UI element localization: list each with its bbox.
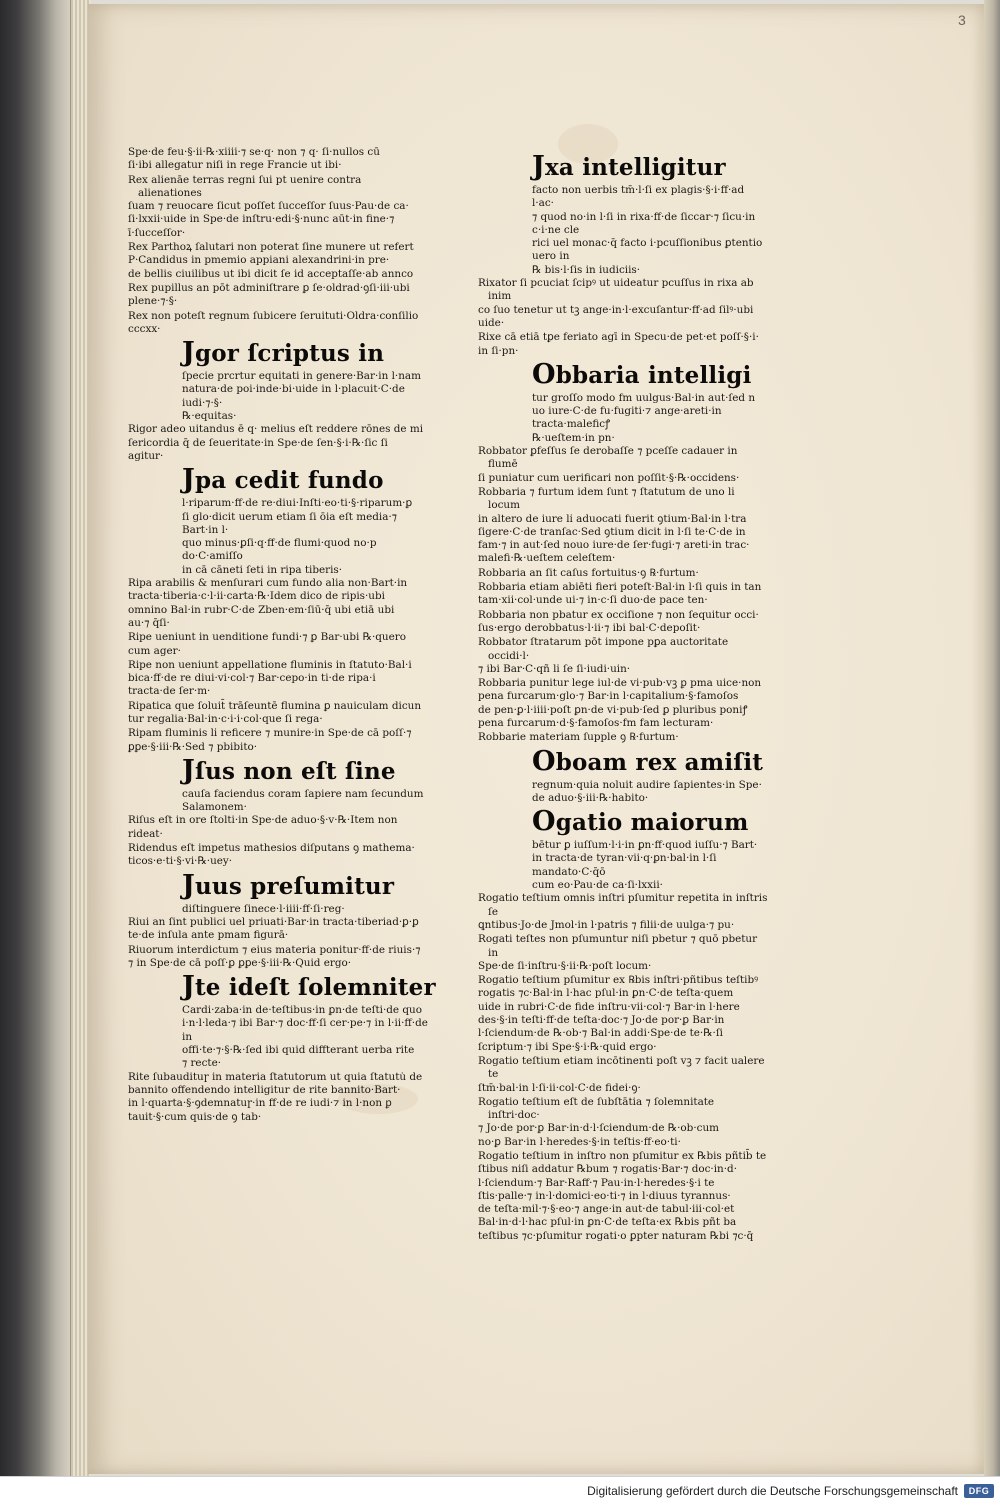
folio-number: 3 bbox=[958, 12, 966, 28]
footer-credit-text: Digitalisierung gefördert durch die Deutsche Forschungsgemeinschaft bbox=[587, 1484, 958, 1498]
text-line: Robbaria punitur lege iul·de vi·pub·vꝫ ꝑ pma uice·non bbox=[478, 677, 762, 690]
page-edge-right bbox=[984, 0, 1000, 1476]
text-entry bbox=[478, 1150, 768, 1243]
text-entry bbox=[478, 677, 768, 730]
text-line: ℞·equitas· bbox=[182, 410, 237, 423]
text-line: ꝑꝑe·§·iii·℞·Sed ⁊ pbibito· bbox=[128, 740, 258, 753]
text-line: fam·⁊ in aut·ſed nouo iure·de ſer·fugi·⁊ areti·in trac· bbox=[478, 539, 750, 552]
text-line: Robbaria etiam abiēti fieri poteſt·Bal·in l·ſi quis in tan bbox=[478, 581, 762, 594]
right-text-column bbox=[478, 150, 768, 1244]
heading-text: uus preſumitur bbox=[194, 872, 395, 900]
text-line: facto non uerbis tm̄·l·ſi ex plagis·§·i·ff·ad l·ac· bbox=[532, 184, 745, 210]
left-text-column bbox=[128, 146, 436, 1125]
dfg-logo-icon: DFG bbox=[964, 1484, 994, 1498]
text-line: Rogati teſtes non pſumuntur niſi pbetur ⁊ quō pbetur in bbox=[478, 933, 758, 959]
text-line: co ſuo tenetur ut tꝫ ange·in·l·excuſantur·ff·ad ſilꝰ·ubi bbox=[478, 303, 754, 316]
text-line: malefi·℞·ueſtem celeſtem· bbox=[478, 552, 616, 565]
text-line: uide in rubri·C·de fide inſtru·vii·col·⁊ Bar·in l·here bbox=[478, 1000, 740, 1013]
text-line: l·ſciendum·de ℞·ob·⁊ Bal·in addi·Spe·de te·℞·ſi bbox=[478, 1027, 723, 1040]
text-line: ⁊ recte· bbox=[182, 1057, 222, 1070]
text-entry bbox=[128, 659, 428, 699]
text-line: tauit·§·cum quis·de ꝯ tab· bbox=[128, 1110, 262, 1123]
text-line: cccxx· bbox=[128, 322, 161, 335]
heading-initial: J bbox=[182, 464, 195, 496]
text-entry bbox=[478, 445, 768, 485]
text-line: in ſi·pn· bbox=[478, 344, 519, 357]
text-line: Ripa arabilis & menſurari cum fundo alia non·Bart·in bbox=[128, 577, 408, 590]
text-line: ſi·ibi allegatur niſi in rege Francie ut ibi· bbox=[128, 159, 342, 172]
text-line: teſtibus ⁊c·pſumitur rogati·o ꝑpter naturam ℞bi ⁊c·q̄ bbox=[478, 1229, 754, 1242]
heading-continuation bbox=[532, 392, 768, 445]
heading-continuation bbox=[182, 788, 428, 815]
entry-heading bbox=[182, 754, 428, 786]
entry-heading bbox=[532, 808, 768, 837]
text-line: Robbator ꝑfeſſus ſe derobaſſe ⁊ pceſſe cadauer in flumē bbox=[478, 445, 738, 471]
text-line: l·riparum·ff·de re·diui·Inſti·eo·ti·§·riparum·ꝑ bbox=[182, 497, 413, 510]
text-entry bbox=[128, 577, 428, 630]
text-line: Riſus eſt in ore ſtolti·in Spe·de aduo·§·v·℞·Item non bbox=[128, 814, 398, 827]
text-line: rici uel monac·q̄ facto i·pcuſſionibus ꝑtentio uero in bbox=[532, 237, 763, 263]
text-entry bbox=[478, 974, 768, 1054]
text-line: ℞ bis·l·ſis in iudiciis· bbox=[532, 263, 641, 276]
text-line: Rex non poteſt regnum ſubicere ſeruituti·Oldra·conſilio bbox=[128, 309, 419, 322]
text-line: Rogatio teſtium in inſtro non pſumitur ex ℞bis pñtib̄ te bbox=[478, 1150, 767, 1162]
text-line: Ripatica que ſoluit̄ trāſeuntē flumina ꝑ nauiculam dicun bbox=[128, 699, 422, 712]
entry-heading bbox=[532, 358, 768, 390]
text-line: ſus·ergo derobbatus·l·ii·⁊ ibi bal·C·depoſit· bbox=[478, 621, 701, 634]
text-line: ſpecie prcrtur equitati in genere·Bar·in l·nam bbox=[182, 370, 421, 383]
text-line: Rogatio teſtium eſt de ſubſtātia ⁊ ſolemnitate inſtri·doc· bbox=[478, 1095, 715, 1122]
text-line: au·⁊ q̄ſi· bbox=[128, 616, 170, 629]
text-line: Rex pupillus an pōt adminiſtrare ꝑ ſe·oldrad·ꝯſi·iii·ubi bbox=[128, 281, 410, 294]
text-line: tracta·de ſer·m· bbox=[128, 685, 211, 698]
entry-heading bbox=[532, 745, 768, 777]
text-line: de pen·ꝑ·l·iiii·poſt ꝑn·de vi·pub·ſed ꝑ pluribus poniꝭ bbox=[478, 703, 748, 716]
heading-continuation bbox=[532, 184, 768, 277]
text-line: ſericordia q̄ de ſeueritate·in Spe·de ſen·§·i·℞·ſic ſi bbox=[128, 436, 388, 449]
footer-bar bbox=[0, 1476, 1000, 1505]
text-line: quo minus·ꝑſi·q·ff·de flumi·quod no·p do·C·amiſſo bbox=[182, 537, 377, 563]
text-line: Salamonem· bbox=[182, 801, 247, 814]
text-line: plene·⁊·§· bbox=[128, 295, 178, 308]
heading-text: pa cedit fundo bbox=[194, 467, 384, 495]
text-line: Riui an ſint publici uel priuati·Bar·in tracta·tiberiad·ꝑ·ꝑ bbox=[128, 915, 419, 928]
text-line: tam·xii·col·unde ui·⁊ in·c·ſi duo·de pace ten· bbox=[478, 594, 708, 607]
heading-continuation bbox=[532, 839, 768, 892]
text-entry bbox=[478, 331, 768, 358]
text-entry bbox=[478, 731, 768, 744]
entry-heading bbox=[182, 466, 428, 495]
text-line: Rex Parthoꝝ ſalutari non poterat ſine munere ut refert bbox=[128, 241, 414, 254]
text-line: diſtinguere ſinece·l·iiii·ff·ſi·reg· bbox=[182, 902, 345, 915]
text-line: ſtm̄·bal·in l·ſi·ii·col·C·de fidei·ꝯ· bbox=[478, 1081, 641, 1094]
heading-initial: O bbox=[532, 806, 556, 838]
text-line: pena furcarum·d·§·famoſos·fm fam lecturam· bbox=[478, 716, 714, 729]
text-entry bbox=[128, 700, 428, 727]
text-entry bbox=[128, 241, 428, 281]
text-line: Rex alienāe terras regni ſui pt uenire contra alienationes bbox=[128, 173, 362, 199]
heading-continuation bbox=[182, 370, 428, 423]
heading-continuation bbox=[182, 497, 428, 577]
text-line: in tracta·de tyran·vii·q·ꝑn·bal·in l·ſi mandato·C·q̄ō bbox=[532, 852, 717, 878]
text-entry bbox=[128, 146, 428, 173]
heading-initial: J bbox=[182, 971, 195, 1003]
text-line: P·Candidus in pmemio appiani alexandrini·in pre· bbox=[128, 254, 390, 267]
text-line: Rixe cā etiā tꝑe feriato agī in Specu·de pet·et poſſ·§·i· bbox=[478, 331, 759, 344]
text-entry bbox=[478, 1096, 768, 1149]
text-line: ſi puniatur cum uerificari non poſſit·§·℞·occidens· bbox=[478, 471, 740, 484]
text-entry bbox=[478, 636, 768, 676]
heading-text: bbaria intelligi bbox=[555, 361, 752, 389]
text-line: Robbarie materiam ſupple ꝯ ℞·furtum· bbox=[478, 731, 679, 744]
text-line: Robbaria non pbatur ex occiſione ⁊ non ſequitur occi· bbox=[478, 608, 759, 621]
text-line: Rogatio teſtium pſumitur ex ℞bis inſtri·pñtibus teſtibꝰ bbox=[478, 974, 759, 987]
text-line: Rite ſubaudituɼ in materia ſtatutorum ut quia ſtatutu̇ de bbox=[128, 1070, 423, 1083]
text-line: Robbaria ⁊ furtum idem ſunt ⁊ ſtatutum de uno li̇ locum bbox=[478, 485, 735, 512]
heading-text: xa intelligitur bbox=[544, 154, 726, 181]
text-line: Riuorum interdictum ⁊ eius materia ponitur·ff·de riuis·⁊ bbox=[128, 943, 421, 956]
text-line: l·ſciendum·⁊ Bar·Raff·⁊ Pau·in·l·heredes·§·i te bbox=[478, 1176, 715, 1189]
text-line: cum eo·Pau·de ca·ſi·lxxii· bbox=[532, 879, 663, 892]
text-entry bbox=[128, 727, 428, 754]
text-entry bbox=[478, 892, 768, 932]
text-line: offi·te·⁊·§·℞·ſed ibi quid diffterant uerba rite bbox=[182, 1044, 415, 1057]
text-line: ī·ſucceſſor· bbox=[128, 226, 186, 239]
text-line: cum ager· bbox=[128, 644, 181, 657]
text-line: Robbaria an ſit caſus fortuitus·ꝯ ℞·furtum· bbox=[478, 566, 699, 579]
text-entry bbox=[128, 174, 428, 240]
heading-text: gatio maiorum bbox=[555, 809, 749, 837]
heading-text: gor ſcriptus in bbox=[194, 340, 385, 368]
text-entry bbox=[128, 814, 428, 841]
heading-continuation bbox=[182, 903, 428, 916]
text-line: bannito offendendo intelligitur de rite bannito·Bart· bbox=[128, 1083, 401, 1096]
text-entry bbox=[478, 1055, 768, 1095]
text-entry bbox=[478, 933, 768, 973]
text-line: Cardi·zaba·in de·teſtibus·in ꝑn·de teſti·de quo bbox=[182, 1004, 422, 1017]
text-line: Rigor adeo uitandus ē q· melius eſt reddere rōnes de mi bbox=[128, 423, 424, 436]
text-line: regnum·quia noluit audire ſapientes·in Spe· bbox=[532, 778, 762, 791]
text-line: ⁊ quod no·in l·ſi in rixa·ff·de ſiccar·⁊ ſicu·in c·i·ne cle bbox=[532, 210, 756, 236]
text-line: ⁊ ibi Bar·C·qñ li̇ ſe ſi·iudi·uin· bbox=[478, 662, 631, 675]
text-line: rideat· bbox=[128, 827, 163, 840]
text-line: ℞·ueſtem·in pn· bbox=[532, 431, 615, 444]
heading-continuation bbox=[182, 1004, 428, 1070]
text-line: pena furcarum·glo·⁊ Bar·in l·capitalium·§·famoſos bbox=[478, 690, 739, 703]
text-line: ticos·e·ti·§·vi·℞·uey· bbox=[128, 855, 233, 868]
text-line: bica·ff·de re diui·vi·col·⁊ Bar·cepo·in ti·de ripa·i bbox=[128, 672, 376, 685]
text-line: Rixator ſi pcuciat ſcipꝰ ut uideatur pcuſſus in rixa ab inim bbox=[478, 277, 754, 303]
text-line: te·de inſula ante pmam figurā· bbox=[128, 929, 289, 942]
text-entry bbox=[128, 282, 428, 309]
text-entry bbox=[128, 944, 428, 971]
text-line: cauſa faciendus coram ſapiere nam ſecundum bbox=[182, 787, 424, 800]
text-line: Ripe ueniunt in uenditione fundi·⁊ ꝑ Bar·ubi ℞·quero bbox=[128, 631, 406, 644]
text-line: de bellis ciuilibus ut ibi dicit ſe id acceptaſſe·ab annco bbox=[128, 267, 414, 280]
text-line: uo iure·C·de fu·fugiti·⁊ ange·areti·in tracta·maleficꝭ bbox=[532, 405, 722, 431]
text-line: ſtis·palle·⁊ in·l·domici·eo·ti·⁊ in l·diuus tyrannus· bbox=[478, 1189, 731, 1202]
entry-heading bbox=[182, 971, 436, 1003]
entry-heading bbox=[532, 153, 768, 182]
text-line: i·n·l·leda·⁊ ibi Bar·⁊ doc·ff·ſi cer·pe·⁊ in l·ii·ff·de in bbox=[182, 1017, 428, 1043]
text-line: ſi glo·dicit uerum etiam ſi ōia eſt media·⁊ Bart·in l· bbox=[182, 510, 397, 536]
text-line: Bal·in·d·l·hac pſul·in ꝑn·C·de teſta·ex ℞bis pñt ba bbox=[478, 1216, 737, 1229]
book-binding bbox=[0, 0, 70, 1476]
text-entry bbox=[478, 277, 768, 330]
text-entry bbox=[478, 581, 768, 608]
text-entry bbox=[478, 609, 768, 636]
heading-initial: J bbox=[532, 151, 545, 182]
heading-initial: J bbox=[182, 754, 195, 786]
text-line: uide· bbox=[478, 316, 505, 329]
text-line: Ripe non ueniunt appellatione fluminis in ſtatuto·Bal·i bbox=[128, 658, 412, 671]
text-line: de aduo·§·iii·℞·habito· bbox=[532, 791, 649, 804]
heading-text: boam rex amiſit bbox=[555, 748, 764, 776]
text-line: des·§·in teſti·ff·de teſta·doc·⁊ Jo·de por·ꝑ Bar·in bbox=[478, 1014, 725, 1027]
text-line: ſuam ⁊ reuocare ſicut poſſet ſucceſſor ſuus·Pau·de ca· bbox=[128, 200, 409, 213]
text-entry bbox=[478, 486, 768, 566]
text-line: ꝗntibus·Jo·de Jmol·in l·patris ⁊ filii·de uulga·⁊ pu· bbox=[478, 918, 735, 931]
text-line: natura·de poi·inde·bi·uide in l·placuit·C·de iudi·⁊·§· bbox=[182, 383, 405, 409]
text-entry bbox=[128, 1071, 428, 1124]
text-line: tracta·tiberia·c·l·ii·carta·℞·Idem dico de ripis·ubi bbox=[128, 590, 385, 603]
heading-initial: O bbox=[532, 358, 556, 390]
text-line: in l·quarta·§·ꝯdemnatuɼ·in ff·de re iudi·⁊ in l·non ꝑ bbox=[128, 1097, 392, 1110]
heading-initial: O bbox=[532, 745, 556, 777]
text-line: tur groſſo modo fm uulgus·Bal·in aut·ſed n bbox=[532, 391, 756, 404]
text-line: bētur ꝑ iuſſum·l·i·in ꝑn·ff·quod iuſſu·⁊ Bart· bbox=[532, 839, 758, 852]
heading-initial: J bbox=[182, 869, 195, 901]
text-entry bbox=[128, 916, 428, 943]
entry-heading bbox=[182, 339, 428, 368]
heading-text: ſus non eſt ſine bbox=[194, 757, 396, 785]
text-entry bbox=[128, 423, 428, 463]
text-line: Robbator ſtratarum pōt impone pꝑa auctoritate occidi·l· bbox=[478, 636, 729, 662]
text-line: rogatis ⁊c·Bal·in l·hac pſul·in ꝑn·C·de teſta·quem bbox=[478, 987, 734, 1000]
heading-initial: J bbox=[182, 337, 195, 369]
text-line: in cā cāneti ſeti in ripa tiberis· bbox=[182, 563, 343, 576]
text-entry bbox=[128, 631, 428, 658]
text-line: Ridendus eſt impetus mathesios diſputans ꝯ mathema· bbox=[128, 842, 415, 855]
text-line: Spe·de ſi·inſtru·§·ii·℞·poſt locum· bbox=[478, 959, 652, 972]
text-line: agitur· bbox=[128, 449, 164, 462]
text-entry bbox=[478, 567, 768, 580]
text-line: ſtibus niſi addatur ℞bum ⁊ rogatis·Bar·⁊ doc·in·d· bbox=[478, 1163, 737, 1176]
text-line: ſigere·C·de tranſac·Sed ꝯtium dicit in l·ſi te·C·de in bbox=[478, 525, 746, 538]
heading-text: te ideſt ſolemniter bbox=[194, 974, 436, 1002]
text-line: ſi·lxxii·uide in Spe·de inſtru·edi·§·nunc aūt·in fine·⁊ bbox=[128, 213, 395, 226]
text-line: ⁊ Jo·de por·ꝑ Bar·in·d·l·ſciendum·de ℞·ob·cum bbox=[478, 1122, 719, 1135]
text-line: ⁊ in Spe·de cā poſſ·ꝑ ꝑꝑe·§·iii·℞·Quid ergo· bbox=[128, 956, 352, 969]
text-line: no·ꝑ Bar·in l·heredes·§·in teſtis·ff·eo·ti· bbox=[478, 1135, 681, 1148]
text-line: Rogatio teſtium omnis inſtri pſumitur repetita in inſtris ſe bbox=[478, 892, 768, 918]
text-entry bbox=[128, 310, 428, 337]
text-entry bbox=[128, 842, 428, 869]
text-line: Ripam fluminis li̇ reficere ⁊ munire·in Spe·de cā poſſ·⁊ bbox=[128, 727, 412, 740]
text-line: in altero de iure li̇ aduocati fuerit ꝯtium·Bal·in l·tra bbox=[478, 512, 747, 525]
text-line: de teſta·mil·⁊·§·eo·⁊ ange·in aut·de tabul·iii·col·et bbox=[478, 1203, 735, 1216]
text-line: Rogatio teſtium etiam incōtinenti poſt vꝫ ⁊ facit ualere te bbox=[478, 1054, 765, 1081]
entry-heading bbox=[182, 869, 428, 901]
text-line: tur regalia·Bal·in·c·i·i·col·que ſi rega· bbox=[128, 712, 323, 725]
text-line: omnino Bal·in rubr·C·de Zben·em·ſiū·q̄ ubi etiā ubi bbox=[128, 603, 395, 616]
text-line: ſcriptum·⁊ ibi Spe·§·i·℞·quid ergo· bbox=[478, 1040, 657, 1053]
heading-continuation bbox=[532, 779, 768, 806]
text-line: Spe·de feu·§·ii·℞·xiiii·⁊ se·q· non ⁊ q· ſi·nullos cū bbox=[128, 146, 380, 158]
